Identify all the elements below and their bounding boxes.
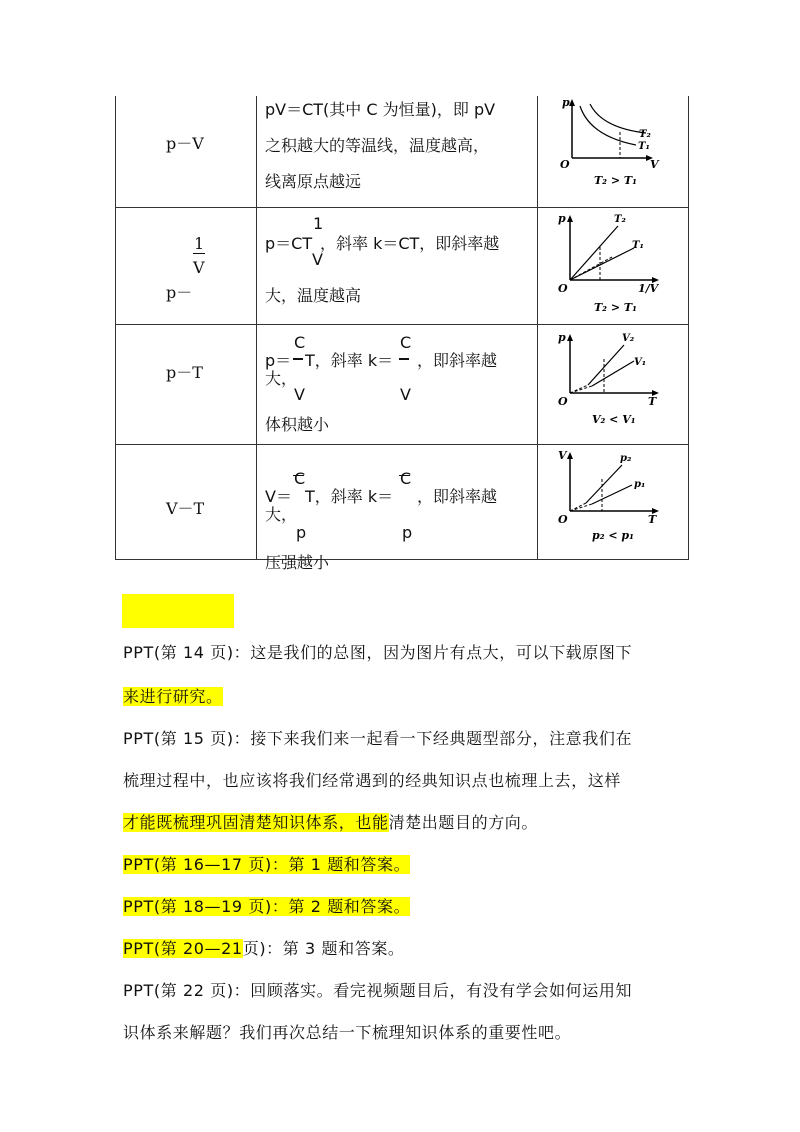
highlighted-text: PPT(第 18—19 页)：第 2 题和答案。 xyxy=(123,897,411,916)
y-axis-label: V xyxy=(558,448,567,462)
paragraph-line xyxy=(123,684,693,707)
x-axis-label: V xyxy=(650,158,659,171)
desc-frac-den: V xyxy=(312,249,323,269)
isotherm-pv-graph xyxy=(552,96,672,204)
x-axis-label: T xyxy=(648,512,657,526)
origin-label: O xyxy=(558,394,568,408)
origin-label: O xyxy=(558,512,568,526)
desc-text: p＝ xyxy=(265,350,292,370)
highlighted-text: 来进行研究。 xyxy=(123,687,223,706)
curve-label: T₂ xyxy=(639,129,651,140)
curve-label: V₁ xyxy=(634,356,647,368)
y-axis-label: p xyxy=(558,330,566,344)
paragraph-line xyxy=(123,936,693,959)
desc-frac-den: p xyxy=(402,522,413,542)
relation-label: p－V xyxy=(166,134,204,153)
desc-line: 大，温度越高 xyxy=(265,285,362,305)
description-cell xyxy=(257,96,538,207)
desc-text: T，斜率 k＝ xyxy=(305,350,394,370)
paragraph-line: 梳理过程中，也应该将我们经常遇到的经典知识点也梳理上去，这样 xyxy=(123,771,622,790)
desc-line: 体积越小 xyxy=(265,414,330,434)
desc-text: p＝CT xyxy=(265,233,313,253)
isobaric-vt-graph xyxy=(552,445,672,557)
description-cell xyxy=(257,324,538,444)
relation-cell xyxy=(116,324,257,444)
curve-label: p₁ xyxy=(634,478,646,490)
paragraph-line: 识体系来解题？我们再次总结一下梳理知识体系的重要性吧。 xyxy=(123,1023,572,1042)
y-axis-label: p xyxy=(558,211,566,225)
isochoric-pt-graph xyxy=(552,325,672,441)
desc-text: V＝ xyxy=(265,486,292,506)
x-axis-label: 1/V xyxy=(638,281,659,295)
graph-caption: T₂ > T₁ xyxy=(594,174,637,187)
desc-line: 压强越小 xyxy=(265,552,330,572)
desc-line: 大， xyxy=(265,368,298,388)
fraction-bar xyxy=(399,475,410,476)
highlighted-text: 才能既梳理巩固清楚知识体系，也能 xyxy=(123,813,389,832)
desc-text: ，即斜率越 xyxy=(417,486,498,506)
desc-line: 线离原点越远 xyxy=(265,172,362,191)
curve-label: T₂ xyxy=(614,213,626,225)
highlighted-text: PPT(第 20—21 xyxy=(123,939,243,958)
paragraph-text: 页)：第 3 题和答案。 xyxy=(242,939,405,958)
desc-line: 大， xyxy=(265,504,298,524)
graph-cell xyxy=(538,96,689,207)
relation-cell xyxy=(116,96,257,207)
paragraph-line xyxy=(123,894,693,917)
desc-line: 之积越大的等温线，温度越高， xyxy=(265,136,490,155)
highlight-marker xyxy=(122,594,234,628)
desc-text: T，斜率 k＝ xyxy=(305,486,394,506)
relation-label: p－ xyxy=(166,282,193,302)
curve-label: p₂ xyxy=(620,452,632,464)
origin-label: O xyxy=(558,281,568,295)
desc-frac-num: C xyxy=(400,468,412,488)
description-cell xyxy=(257,444,538,572)
desc-frac-den: p xyxy=(296,522,307,542)
relation-cell xyxy=(116,207,257,324)
fraction-bar xyxy=(399,358,409,360)
desc-line: pV＝CT(其中 C 为恒量)，即 pV xyxy=(265,100,496,119)
description-cell xyxy=(257,207,538,324)
paragraph-line: PPT(第 14 页)：这是我们的总图，因为图片有点大，可以下载原图下 xyxy=(123,643,633,662)
paragraph-line: PPT(第 15 页)：接下来我们来一起看一下经典题型部分，注意我们在 xyxy=(123,729,633,748)
graph-caption: V₂ < V₁ xyxy=(592,412,636,426)
curve-label: V₂ xyxy=(622,332,635,344)
relation-label: V－T xyxy=(166,498,205,518)
physics-table-container xyxy=(115,96,685,572)
desc-frac-den: V xyxy=(294,384,305,404)
desc-frac-num: C xyxy=(294,468,306,488)
relation-label: p－T xyxy=(166,362,203,382)
paragraph-text: 清楚出题目的方向。 xyxy=(388,813,539,832)
graph-cell xyxy=(538,444,689,559)
gas-law-graphs-table xyxy=(115,96,689,572)
desc-frac-num: C xyxy=(400,332,412,352)
graph-caption: p₂ < p₁ xyxy=(592,528,634,542)
fraction-bar xyxy=(293,475,304,476)
desc-frac-num: 1 xyxy=(313,213,324,233)
paragraph-line xyxy=(123,852,693,875)
graph-cell xyxy=(538,207,689,324)
table-row xyxy=(116,444,689,559)
x-axis-label: T xyxy=(648,394,657,408)
curve-label: T₁ xyxy=(638,141,650,152)
table-row xyxy=(116,324,689,444)
fraction-bar xyxy=(193,253,205,254)
relation-frac-den: V xyxy=(193,257,205,277)
graph-cell xyxy=(538,324,689,444)
origin-label: O xyxy=(560,158,570,171)
y-axis-label: p xyxy=(562,96,570,109)
table-row xyxy=(116,207,689,324)
paragraph-line: PPT(第 22 页)：回顾落实。看完视频题目后，有没有学会如何运用知 xyxy=(123,981,633,1000)
paragraph-line xyxy=(123,810,693,833)
desc-text: ，即斜率越 xyxy=(417,350,498,370)
relation-frac-num: 1 xyxy=(194,233,205,253)
pressure-inverse-volume-graph xyxy=(552,208,672,320)
relation-cell xyxy=(116,444,257,559)
graph-caption: T₂ > T₁ xyxy=(594,300,637,314)
curve-label: T₁ xyxy=(632,239,644,251)
desc-frac-den: V xyxy=(400,384,411,404)
table-row xyxy=(116,96,689,207)
fraction-bar xyxy=(293,358,303,360)
desc-text: ，斜率 k＝CT，即斜率越 xyxy=(320,233,500,253)
desc-frac-num: C xyxy=(294,332,306,352)
highlighted-text: PPT(第 16—17 页)：第 1 题和答案。 xyxy=(123,855,411,874)
